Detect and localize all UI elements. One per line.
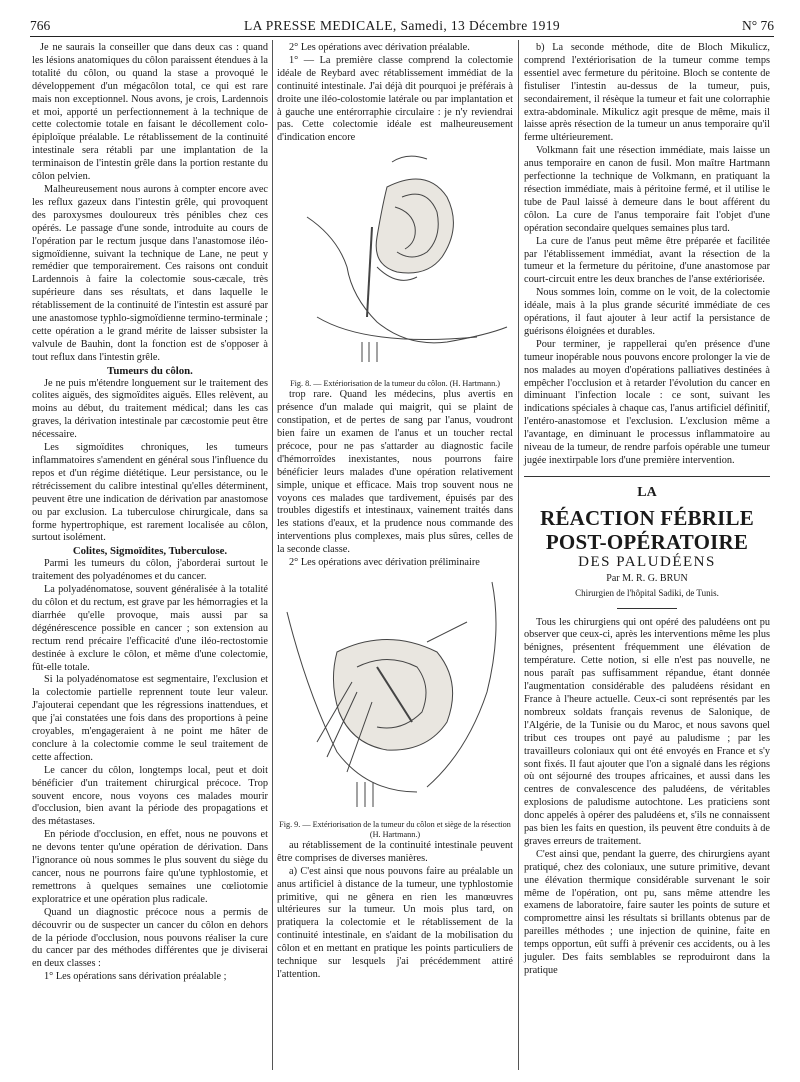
paragraph: Parmi les tumeurs du côlon, j'aborderai surtout le traitement des polyadénomes et du cancer. (32, 558, 268, 583)
paragraph: La polyadénomatose, souvent généralisée à la totalité du côlon et du rectum, est grave par les hémorragies et la diarrhée qu'elle provoque, mais aussi par sa dégénérescence possible en cancer ; son extension au rectum rend précaire l'efficacité d'une iléo-rectostomie destinée à exclure le côlon, et même d'une colectomie, fût-elle totale. (32, 584, 268, 673)
journal-title: LA PRESSE MEDICALE, Samedi, 13 Décembre 1919 (243, 18, 561, 33)
issue-number: N° 76 (741, 18, 774, 33)
paragraph: Malheureusement nous aurons à compter encore avec les reflux gazeux dans l'intestin grêle, qui provoquent des paroxysmes douloureux très pénibles chez ces opérés. Le passage d'une sonde, introduite au cours de l'opération par le rectum jusque dans l'anastomose iléo-sigmoïdienne, suivant la technique de Lane, ne peut y remédier que temporairement. Ces raisons ont conduit Lardennois à faire la colectomie sous-cæcale, très supérieure dans ses résultats, et dans laquelle le rétablissement de la continuité de l'intestin est assuré par une anastomose typhlo-sigmoïdienne termino-terminale ; cette opération a le grand mérite de laisser subsister la valvule de Bauhin, dont la fonction est de s'opposer à tout reflux dans l'intestin grêle. (32, 183, 268, 363)
figure-9-illustration (277, 572, 513, 816)
paragraph: Pour terminer, je rappellerai qu'en présence d'une tumeur inopérable nous pouvons encore prolonger la vie de nos malades au moyen d'opérations palliatives destinées à empêcher l'occlusion et à retarder l'évolution du cancer en diminuant l'infection locale : ce sont, suivant les indications spéciales à chaque cas, l'anus artificiel définitif, l'entéro-anastomose et l'exclusion. L'exclusion même a l'avantage, en diminuant le processus inflammatoire au niveau de la tumeur, de rendre parfois opérable une tumeur jugée inextirpable lors d'une première intervention. (524, 338, 770, 466)
article-separator (524, 476, 770, 477)
paragraph: Volkmann fait une résection immédiate, mais laisse un anus temporaire en canon de fusil. Mon maître Hartmann perfectionne la technique de Volkmann, en pratiquant la résection immédiate, mais à péritoine fermé, et il utilise le tube de Paul laissé à demeure dans le bout afférent du côlon. La cure de l'anus temporaire fait l'objet d'une opération secondaire quelques semaines plus tard. (524, 145, 770, 234)
figure-9-caption: Fig. 9. — Extériorisation de la tumeur du côlon et siège de la résection (H. Hartmann.) (279, 819, 511, 839)
column-2 (277, 42, 513, 982)
paragraph: 1° — La première classe comprend la colectomie idéale de Reybard avec rétablissement immédiat de la continuité intestinale. J'ai déjà dit pourquoi je préférais à droite une iléo-colostomie latérale ou par implantation et à gauche une entérorraphie circulaire : je n'y reviendrai pas. Cette colectomie idéale est malheureusement d'indication encore (277, 54, 513, 144)
section-heading-colites: Colites, Sigmoïdites, Tuberculose. (72, 545, 228, 558)
paragraph: 2° Les opérations avec dérivation préalable. (289, 42, 470, 53)
article-affiliation: Chirurgien de l'hôpital Sadiki, de Tunis. (575, 587, 719, 598)
column-1 (32, 42, 268, 984)
paragraph: 1° Les opérations sans dérivation préalable ; (44, 971, 227, 983)
paragraph: En période d'occlusion, en effet, nous ne pouvons et ne devons tenter qu'une opération de dérivation. Dans l'ignorance où nous sommes le plus souvent du siège du cancer, nous ne pourrons faire qu'une typhlostomie, et remettrons à quelques semaines une cœliotomie exploratrice et une opération plus radicale. (32, 829, 268, 905)
title-rule (617, 608, 677, 609)
paragraph: Je ne puis m'étendre longuement sur le traitement des colites aiguës, des sigmoïdites aiguës. Elles relèvent, au moins au début, du traitement médical; dans les cas graves, la dérivation intestinale par cæcostomie peut être nécessaire. (32, 377, 268, 441)
column-divider-1 (272, 40, 273, 1070)
column-divider-2 (518, 40, 519, 1070)
section-heading-tumeurs: Tumeurs du côlon. (107, 364, 193, 377)
figure-9 (277, 572, 513, 816)
figure-8-illustration (277, 147, 513, 375)
figure-8-caption: Fig. 8. — Extériorisation de la tumeur du côlon. (H. Hartmann.) (290, 379, 500, 389)
paragraph: C'est ainsi que, pendant la guerre, des chirurgiens ayant pratiqué, chez des coloniaux, une suture primitive, devant une élévation thermique considérable survenant le soir même de l'opération, ont pu, sans même attendre les examens de laboratoire, faire sauter les points de suture et compromettre ainsi les résultats si brillants obtenus par de pareilles méthodes ; une injection de quinine, faite en temps opportun, eût suffi à prévenir ces accidents, ou à les juguler. Des faits semblables se reproduiront dans la pratique (524, 848, 770, 976)
column-3 (524, 42, 770, 978)
article-author: Par M. R. G. BRUN (606, 572, 688, 584)
paragraph: trop rare. Quand les médecins, plus avertis en présence d'un malade qui maigrit, qui se plaint de constipation, et de pertes de sang par l'anus, voudront bien faire un examen de l'anus et un toucher rectal précoce, pour ne pas s'attarder au diagnostic facile d'hémorroïdes inexistantes, nous pourrons faire bénéficier leurs malades d'une opération relativement simple, unique et efficace. Mais trop souvent nous ne voyons ces malades que tardivement, épuisés par des troubles digestifs et intestinaux, vainement traités dans les stations d'eaux, et la prudence nous commande des interventions plus complexes, mais plus sûres, celles de la seconde classe. (277, 389, 513, 556)
paragraph: a) C'est ainsi que nous pouvons faire au préalable un anus artificiel à distance de la tumeur, une typhlostomie primitive, qui ne gênera en rien les manœuvres ultérieures sur la tumeur. Un mois plus tard, on pratiquera la colectomie et le rétablissement de la continuité intestinale, en s'aidant de la mobilisation du côlon et en mettant en pratique les points particuliers de technique sur lesquels j'ai précédemment attiré l'attention. (277, 865, 513, 980)
paragraph: 2° Les opérations avec dérivation préliminaire (289, 557, 480, 569)
paragraph: Si la polyadénomatose est segmentaire, l'exclusion et la colectomie partielle reprennent toute leur valeur. J'ajouterai cependant que les régressions inattendues, et que j'ai constatées une fois dans des proportions à peine croyables, m'engageraient à ne point me hâter de conclure à la colectomie comme le seul traitement de cette affection. (32, 674, 268, 763)
page-header (30, 14, 774, 37)
paragraph: Les sigmoïdites chroniques, les tumeurs inflammatoires s'amendent en général sous l'influence du repos et d'un régime diététique. Leur persistance, ou le rétrécissement du calibre intestinal qu'elles déterminent, peuvent être une indication de dérivation par anastomose ou par exclusion. La tuberculose chirurgicale, dans sa forme hypertrophique, est rarement localisée au côlon, surtout isolément. (32, 442, 268, 544)
page-number: 766 (30, 18, 51, 33)
paragraph: Le cancer du côlon, longtemps local, peut et doit bénéficier d'un traitement chirurgical précoce. Trop souvent encore, nous voyons ces malades mourir d'occlusion, bien avant la période des propagations et des métastases. (32, 764, 268, 828)
article-subtitle: DES PALUDÉENS (578, 553, 716, 570)
article-title: RÉACTION FÉBRILE POST-OPÉRATOIRE (540, 505, 754, 554)
paragraph: Tous les chirurgiens qui ont opéré des paludéens ont pu observer que ceux-ci, après les interventions même les plus bénignes, présentent fréquemment une élévation de température. Cette notion, si elle n'est pas nouvelle, ne nous paraît pas suffisamment répandue, étant donnée l'augmentation considérable des paludéens résidant en France à l'heure actuelle. Ceux-ci sont représentés par les nombreux soldats français revenus de Salonique, de l'Algérie, de la Tunisie ou du Maroc, et nous savons quel tribut ces troupes ont payé au paludisme ; par les travailleurs coloniaux qui ont été envoyés en France et s'y sont fixés. Il faut ajouter que l'on a signalé dans les régions où ont séjourné des troupes africaines, et aussi dans les centres de convalescence des paludéens, de véritables explosions de paludisme autochtone. Les praticiens sont donc appelés à opérer des paludéens et, s'ils ne connaissent pas bien les faits en question, ils peuvent être conduits à de graves erreurs de traitement. (524, 616, 770, 847)
article-title-la: LA (637, 484, 657, 500)
paragraph: b) La seconde méthode, dite de Bloch Mikulicz, comprend l'extériorisation de la tumeur comme temps essentiel avec fermeture du péritoine. Bloch se contente de fistuliser l'intestin au-dessus de la tumeur, puis, secondairement, il résèque la tumeur et fait une colorraphie extra-abdominale. Mikulicz agit presque de même, mais il laisse après résection de la tumeur un anus temporaire qu'il ferme ultérieurement. (524, 42, 770, 144)
figure-8 (277, 147, 513, 375)
paragraph: Nous sommes loin, comme on le voit, de la colectomie idéale, mais à la plus grande sécurité immédiate de ces opérations, il faut ajouter à leur actif la persistance de guérisons éloignées et durables. (524, 287, 770, 337)
paragraph: au rétablissement de la continuité intestinale peuvent être comprises de diverses manières. (277, 839, 513, 864)
paragraph: Quand un diagnostic précoce nous a permis de découvrir ou de suspecter un cancer du côlon en dehors de la période d'occlusion, nous pouvons réaliser la cure du cancer par des méthodes différentes que je diviserai en deux classes : (32, 906, 268, 970)
paragraph: La cure de l'anus peut même être préparée et facilitée par l'établissement immédiat, avant la résection de la tumeur et la fermeture du péritoine, d'une anastomose par court-circuit entre les deux branches de l'anse extériorisée. (524, 235, 770, 286)
paragraph: Je ne saurais la conseiller que dans deux cas : quand les lésions anatomiques du côlon paraissent étendues à la totalité du côlon, ou quand la stase a provoqué le développement d'un mégacôlon total, ce qui est rare mais non exceptionnel. Nous avons, je crois, Lardennois et moi, apporté un perfectionnement à la technique de cette colectomie totale en faisant le décollement colo-épiploïque préalable. Le rétablissement de la continuité intestinale sera rétabli par une implantation de la terminaison de l'intestin grêle dans la portion restante du côlon pelvien. (32, 42, 268, 183)
